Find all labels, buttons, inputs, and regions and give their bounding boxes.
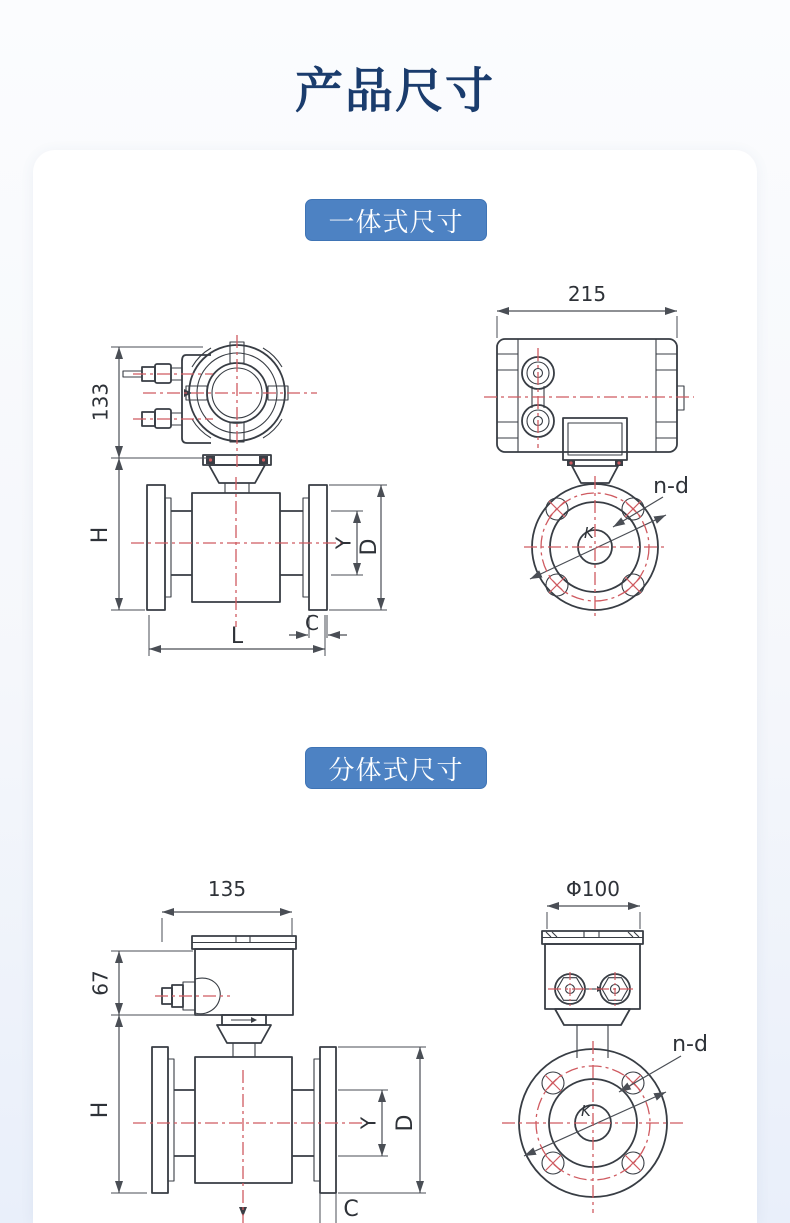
centerlines [131, 335, 347, 627]
dim-label-total-height: H [88, 526, 113, 544]
section-badge-integrated: 一体式尺寸 [305, 199, 487, 241]
dim-label-junction-box-height: 67 [88, 970, 113, 996]
integrated-front-view-drawing [85, 285, 425, 685]
dim-label-flange-thickness: C [305, 611, 319, 635]
dim-label-bolt-circle: K [581, 1102, 591, 1120]
dimension-lines [497, 282, 689, 527]
dim-label-total-height: H [88, 1101, 113, 1119]
remote-side-view-drawing [480, 875, 770, 1223]
dim-label-pipe-bore: Y [331, 536, 356, 550]
junction-box-outline [162, 936, 296, 1015]
dim-label-flange-thickness: C [343, 1197, 359, 1222]
dim-label-flange-diameter: D [393, 1114, 418, 1132]
flow-body-outline [152, 1015, 336, 1217]
section-badge-remote: 分体式尺寸 [305, 747, 487, 789]
dimension-lines [88, 877, 426, 1223]
dim-label-flange-diameter: D [357, 538, 382, 556]
flow-body-outline [147, 455, 327, 610]
dim-label-bolt-holes: n-d [653, 474, 689, 499]
terminal-box-outline [542, 931, 643, 1058]
page-title: 产品尺寸 [294, 65, 495, 118]
dim-label-converter-height: 133 [88, 382, 113, 422]
dim-label-terminal-box-width: Φ100 [566, 877, 620, 901]
dim-label-junction-box-width: 135 [207, 877, 247, 901]
dim-label-length: L [230, 624, 244, 649]
dim-label-bolt-circle: K [584, 524, 594, 542]
dim-label-bolt-holes: n-d [672, 1032, 708, 1057]
remote-front-view-drawing [85, 878, 445, 1223]
dim-label-pipe-bore: Y [356, 1116, 381, 1130]
converter-housing-outline [497, 339, 684, 483]
integrated-side-view-drawing [460, 282, 750, 682]
dim-label-housing-width: 215 [567, 282, 607, 306]
